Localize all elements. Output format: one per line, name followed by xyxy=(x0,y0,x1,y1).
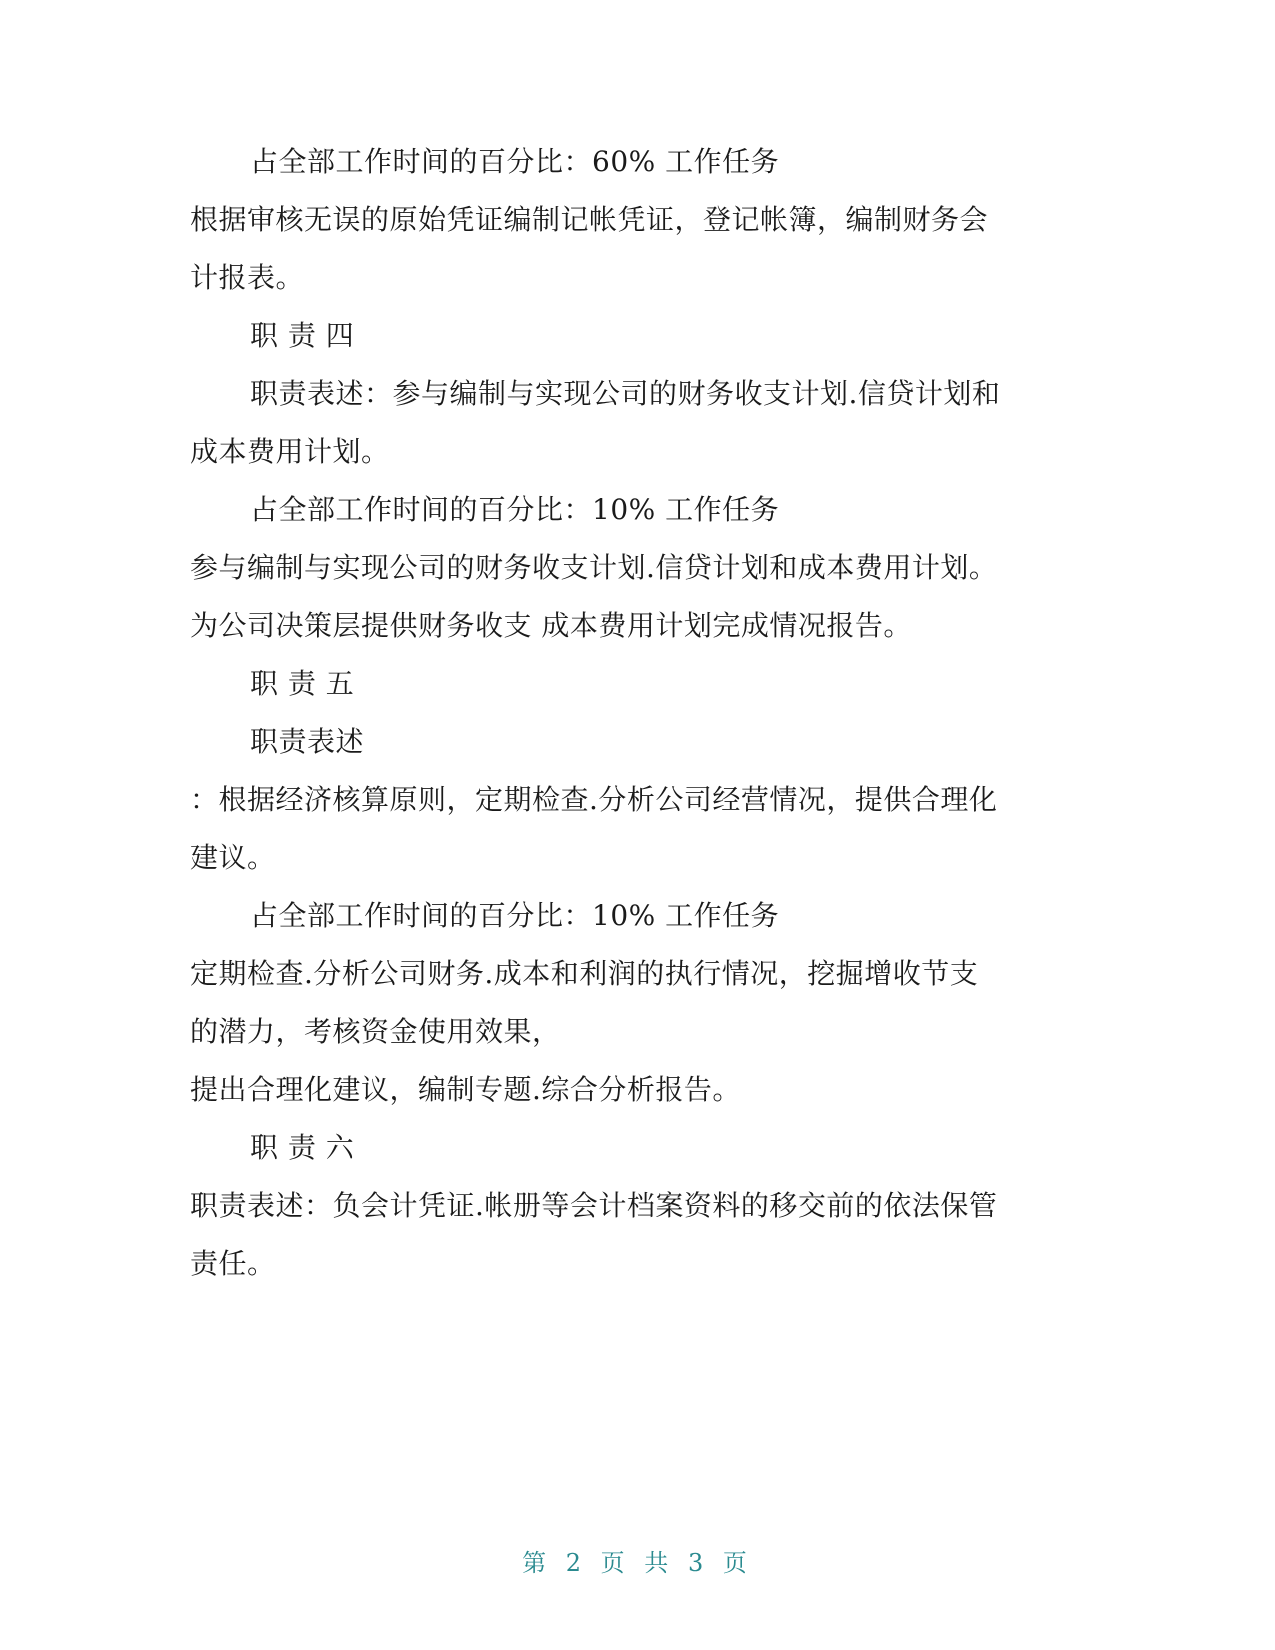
text-line: 参与编制与实现公司的财务收支计划.信贷计划和成本费用计划。 xyxy=(190,551,998,584)
text-line: 计报表。 xyxy=(190,261,305,294)
page-number-footer: 第 2 页 共 3 页 xyxy=(522,1549,753,1577)
text-line: 占全部工作时间的百分比：10% 工作任务 xyxy=(250,899,780,932)
text-line: 责任。 xyxy=(190,1247,276,1280)
text-line: 为公司决策层提供财务收支 成本费用计划完成情况报告。 xyxy=(190,609,912,642)
text-line: 成本费用计划。 xyxy=(190,435,390,468)
text-line: 定期检查.分析公司财务.成本和利润的执行情况，挖掘增收节支 xyxy=(190,957,979,990)
text-line: 的潜力，考核资金使用效果， xyxy=(190,1015,561,1048)
text-line: 提出合理化建议，编制专题.综合分析报告。 xyxy=(190,1073,741,1106)
section-heading: 职 责 五 xyxy=(250,667,355,700)
text-line: ：根据经济核算原则，定期检查.分析公司经营情况，提供合理化 xyxy=(190,783,998,816)
text-line: 建议。 xyxy=(190,841,276,874)
section-heading: 职 责 四 xyxy=(250,319,355,352)
text-line: 职责表述：参与编制与实现公司的财务收支计划.信贷计划和 xyxy=(250,377,1001,410)
text-line: 占全部工作时间的百分比：10% 工作任务 xyxy=(250,493,780,526)
text-line: 占全部工作时间的百分比：60% 工作任务 xyxy=(250,145,780,178)
section-heading: 职 责 六 xyxy=(250,1131,355,1164)
text-line: 职责表述 xyxy=(250,725,365,758)
text-line: 根据审核无误的原始凭证编制记帐凭证，登记帐簿，编制财务会 xyxy=(190,203,989,236)
text-line: 职责表述：负会计凭证.帐册等会计档案资料的移交前的依法保管 xyxy=(190,1189,998,1222)
